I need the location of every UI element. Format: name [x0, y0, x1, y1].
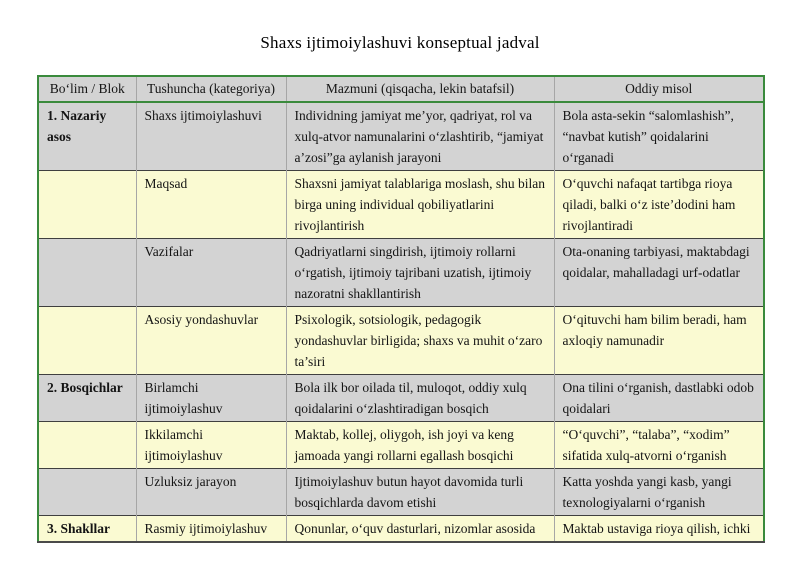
cell-bolim [38, 239, 136, 307]
cell-tushuncha: Maqsad [136, 171, 286, 239]
table-body [38, 102, 764, 542]
cell-mazmuni: Bola ilk bor oilada til, muloqot, oddiy xulq qoidalarini o‘zlashtiradigan bosqich [286, 375, 554, 422]
cell-mazmuni: Maktab, kollej, oliygoh, ish joyi va keng jamoada yangi rollarni egallash bosqichi [286, 422, 554, 469]
cell-bolim: 2. Bosqichlar [38, 375, 136, 422]
table-row [38, 102, 764, 171]
cell-mazmuni: Qonunlar, o‘quv dasturlari, nizomlar asosida [286, 516, 554, 543]
cell-misol: Maktab ustaviga rioya qilish, ichki [554, 516, 764, 543]
table-row [38, 239, 764, 307]
cell-tushuncha: Uzluksiz jarayon [136, 469, 286, 516]
table-row [38, 422, 764, 469]
cell-misol: Katta yoshda yangi kasb, yangi texnologiyalarni o‘rganish [554, 469, 764, 516]
cell-mazmuni: Individning jamiyat me’yor, qadriyat, rol va xulq-atvor namunalarini o‘zlashtirib, “jamiyat a’zosi”ga aylanish jarayoni [286, 102, 554, 171]
cell-bolim: 1. Nazariy asos [38, 102, 136, 171]
cell-tushuncha: Birlamchi ijtimoiylashuv [136, 375, 286, 422]
page-title: Shaxs ijtimoiylashuvi konseptual jadval [260, 33, 540, 52]
cell-bolim [38, 307, 136, 375]
cell-mazmuni: Psixologik, sotsiologik, pedagogik yondashuvlar birligida; shaxs va muhit o‘zaro ta’siri [286, 307, 554, 375]
header-cell-bolim: Bo‘lim / Blok [38, 76, 136, 102]
cell-mazmuni: Shaxsni jamiyat talablariga moslash, shu bilan birga uning individual qobiliyatlarini rivojlantirish [286, 171, 554, 239]
cell-misol: Bola asta-sekin “salomlashish”, “navbat kutish” qoidalarini o‘rganadi [554, 102, 764, 171]
header-cell-tushuncha: Tushuncha (kategoriya) [136, 76, 286, 102]
cell-misol: Ona tilini o‘rganish, dastlabki odob qoidalari [554, 375, 764, 422]
table-row [38, 516, 764, 543]
table-row [38, 171, 764, 239]
cell-bolim [38, 422, 136, 469]
cell-tushuncha: Ikkilamchi ijtimoiylashuv [136, 422, 286, 469]
cell-misol: Ota-onaning tarbiyasi, maktabdagi qoidalar, mahalladagi urf-odatlar [554, 239, 764, 307]
cell-mazmuni: Qadriyatlarni singdirish, ijtimoiy rollarni o‘rgatish, ijtimoiy tajribani uzatish, ijtimoiy nazoratni shakllantirish [286, 239, 554, 307]
cell-misol: O‘quvchi nafaqat tartibga rioya qiladi, balki o‘z iste’dodini ham rivojlantiradi [554, 171, 764, 239]
cell-misol: “O‘quvchi”, “talaba”, “xodim” sifatida xulq-atvorni o‘rganish [554, 422, 764, 469]
header-cell-misol: Oddiy misol [554, 76, 764, 102]
cell-tushuncha: Rasmiy ijtimoiylashuv [136, 516, 286, 543]
header-cell-mazmuni: Mazmuni (qisqacha, lekin batafsil) [286, 76, 554, 102]
socialization-table [37, 75, 765, 543]
table-row [38, 307, 764, 375]
cell-tushuncha: Shaxs ijtimoiylashuvi [136, 102, 286, 171]
cell-tushuncha: Asosiy yondashuvlar [136, 307, 286, 375]
cell-tushuncha: Vazifalar [136, 239, 286, 307]
cell-misol: O‘qituvchi ham bilim beradi, ham axloqiy namunadir [554, 307, 764, 375]
cell-mazmuni: Ijtimoiylashuv butun hayot davomida turli bosqichlarda davom etishi [286, 469, 554, 516]
cell-bolim [38, 469, 136, 516]
table-row [38, 375, 764, 422]
cell-bolim [38, 171, 136, 239]
cell-bolim: 3. Shakllar [38, 516, 136, 543]
table-row [38, 469, 764, 516]
table-header-row [38, 76, 764, 102]
